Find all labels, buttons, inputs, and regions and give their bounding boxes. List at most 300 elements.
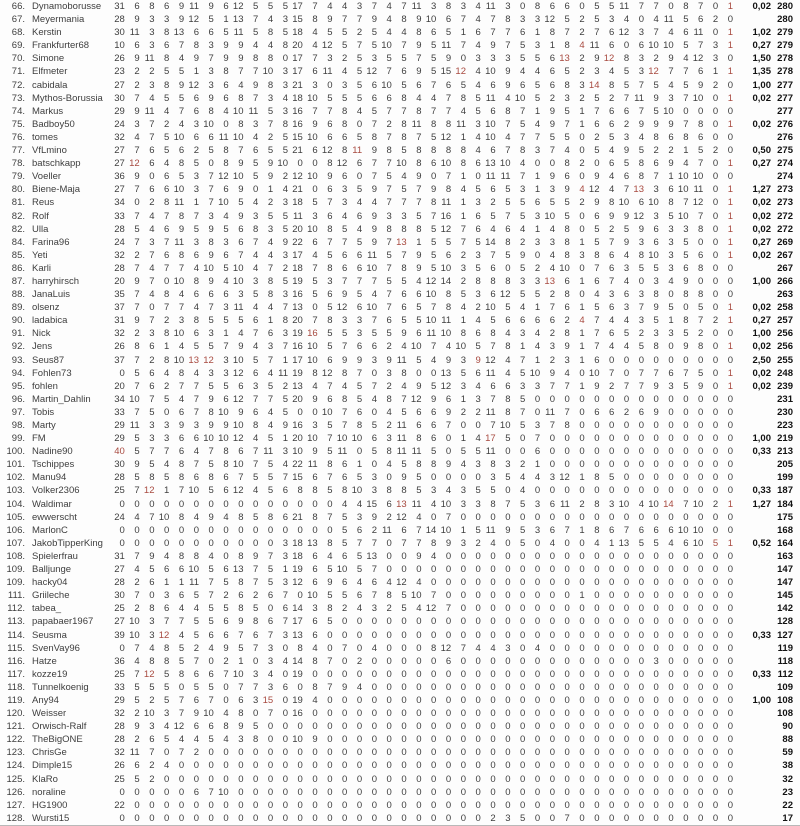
- score-cell: 2: [282, 171, 288, 183]
- score-cell: 40: [114, 446, 125, 458]
- score-cell: 9: [371, 210, 377, 222]
- score-cell: 4: [267, 14, 274, 26]
- score-cell: 4: [223, 708, 229, 720]
- score-cell: 0: [297, 498, 303, 510]
- score-cell: 1: [282, 433, 288, 445]
- score-cell: 5: [386, 275, 392, 287]
- score-cell: 0: [431, 616, 437, 628]
- score-cell: 8: [490, 275, 496, 287]
- score-cell: 3: [178, 315, 185, 327]
- score-cell: 0: [623, 564, 630, 576]
- score-cell: 5: [342, 92, 348, 104]
- score-cell: 10: [218, 406, 229, 418]
- score-cell: 8: [178, 367, 185, 379]
- score-cell: 0: [401, 642, 407, 654]
- score-cell: 5: [623, 158, 630, 170]
- score-cell: 5: [342, 40, 348, 52]
- score-cell: 0: [653, 734, 659, 746]
- score-cell: 1: [164, 577, 170, 589]
- score-cell: 7: [460, 14, 466, 26]
- score-cell: 0: [594, 511, 600, 523]
- score-cell: 9: [549, 171, 555, 183]
- score-cell: 0: [164, 498, 170, 510]
- score-cell: 4: [267, 249, 274, 261]
- score-cell: 0: [475, 616, 481, 628]
- score-cell: 4: [534, 642, 541, 654]
- score-cell: 5: [416, 302, 422, 314]
- score-cell: 6: [520, 79, 526, 91]
- score-cell: 2: [623, 406, 630, 418]
- score-cell: 0: [594, 642, 600, 654]
- bonus-cell: 1,35: [752, 66, 771, 78]
- score-cell: 6: [505, 315, 511, 327]
- score-cell: 1: [534, 354, 541, 366]
- score-cell: 0: [520, 577, 526, 589]
- score-cell: 3: [208, 210, 214, 222]
- score-cell: 4: [401, 341, 407, 353]
- score-cell: 0: [698, 105, 704, 117]
- score-cell: 3: [208, 367, 214, 379]
- score-cell: 0: [638, 694, 644, 706]
- bonus-cell: 0,27: [752, 158, 771, 170]
- score-cell: 11: [634, 92, 644, 104]
- score-cell: 16: [292, 341, 303, 353]
- score-cell: 0: [460, 550, 466, 562]
- score-cell: 6: [698, 66, 704, 78]
- score-cell: 2: [520, 459, 526, 471]
- score-cell: 6: [490, 145, 496, 157]
- score-cell: 8: [208, 472, 214, 484]
- score-cell: 0: [683, 629, 689, 641]
- score-cell: 15: [292, 131, 303, 143]
- score-cell: 8: [609, 197, 615, 209]
- score-cell: 4: [505, 328, 511, 340]
- score-cell: 3: [623, 302, 630, 314]
- total-cell: 163: [777, 550, 793, 562]
- score-cell: 17: [292, 354, 303, 366]
- score-cell: 33: [114, 681, 125, 693]
- score-cell: 4: [549, 249, 555, 261]
- score-cell: 5: [653, 315, 659, 327]
- score-cell: 3: [490, 53, 496, 65]
- score-cell: 0: [549, 734, 555, 746]
- score-cell: 7: [431, 105, 437, 117]
- total-cell: 276: [777, 118, 793, 130]
- score-cell: 4: [386, 406, 392, 418]
- score-cell: 5: [460, 289, 466, 301]
- score-cell: 0: [445, 681, 452, 693]
- score-cell: 0: [638, 446, 644, 458]
- score-cell: 0: [594, 655, 600, 667]
- score-cell: 11: [411, 446, 422, 458]
- score-cell: 1: [223, 328, 229, 340]
- score-cell: 10: [336, 433, 348, 445]
- score-cell: 3: [223, 236, 229, 248]
- score-cell: 6: [638, 40, 644, 52]
- score-cell: 0: [356, 760, 363, 772]
- score-cell: 17: [292, 616, 303, 628]
- score-cell: 4: [164, 550, 170, 562]
- score-cell: 7: [431, 79, 437, 91]
- score-cell: 0: [712, 459, 719, 471]
- score-cell: 0: [534, 773, 541, 785]
- score-cell: 0: [712, 1, 719, 12]
- score-cell: 1: [460, 315, 466, 327]
- score-cell: 0: [312, 760, 318, 772]
- score-cell: 0: [312, 668, 318, 680]
- score-cell: 0: [668, 459, 674, 471]
- score-cell: 0: [401, 734, 407, 746]
- score-cell: 21: [292, 79, 303, 91]
- score-cell: 0: [267, 524, 274, 536]
- score-cell: 4: [312, 694, 318, 706]
- score-cell: 0: [594, 616, 600, 628]
- score-cell: 12: [410, 393, 422, 405]
- score-cell: 0: [401, 747, 407, 759]
- score-cell: 0: [564, 511, 570, 523]
- score-cell: 3: [342, 315, 348, 327]
- score-cell: 2: [490, 197, 496, 209]
- score-cell: 4: [520, 223, 526, 235]
- total-cell: 88: [782, 734, 793, 746]
- score-cell: 3: [534, 275, 541, 287]
- score-cell: 0: [564, 694, 570, 706]
- score-cell: 0: [712, 158, 719, 170]
- rank-cell: 70.: [11, 53, 25, 65]
- score-cell: 4: [193, 734, 199, 746]
- total-cell: 276: [777, 131, 793, 143]
- score-cell: 0: [623, 773, 630, 785]
- score-cell: 5: [312, 275, 318, 287]
- score-cell: 7: [342, 420, 348, 431]
- score-cell: 6: [549, 498, 555, 510]
- table-row: [0, 563, 800, 576]
- score-cell: 2: [193, 747, 199, 759]
- score-cell: 6: [475, 328, 481, 340]
- score-cell: 0: [297, 590, 303, 602]
- score-cell: 0: [638, 655, 644, 667]
- score-cell: 7: [386, 289, 392, 301]
- score-cell: 0: [401, 616, 407, 628]
- score-cell: 1: [164, 485, 170, 497]
- score-cell: 8: [564, 249, 570, 261]
- score-cell: 10: [677, 210, 689, 222]
- score-cell: 0: [668, 446, 674, 458]
- score-cell: 0: [312, 786, 318, 798]
- score-cell: 7: [282, 616, 288, 628]
- score-cell: 0: [683, 446, 689, 458]
- score-cell: 9: [282, 420, 288, 431]
- score-cell: 0: [475, 721, 481, 733]
- score-cell: 6: [609, 262, 615, 274]
- score-cell: 17: [485, 433, 496, 445]
- score-cell: 8: [416, 27, 422, 39]
- total-cell: 278: [777, 53, 793, 65]
- score-cell: 8: [178, 459, 185, 471]
- score-cell: 0: [638, 577, 644, 589]
- score-cell: 7: [431, 210, 437, 222]
- table-row: [0, 511, 800, 524]
- score-cell: 3: [683, 223, 689, 235]
- score-cell: 0: [698, 577, 704, 589]
- score-cell: 5: [208, 14, 214, 26]
- score-cell: 0: [327, 799, 333, 811]
- score-cell: 0: [579, 734, 585, 746]
- score-cell: 7: [134, 184, 140, 196]
- score-cell: 10: [425, 14, 437, 26]
- score-cell: 9: [431, 184, 437, 196]
- score-cell: 5: [416, 210, 422, 222]
- score-cell: 7: [683, 66, 689, 78]
- score-cell: 0: [253, 760, 259, 772]
- score-cell: 7: [445, 105, 452, 117]
- score-cell: 5: [178, 92, 185, 104]
- score-cell: 0: [683, 708, 689, 720]
- score-cell: 4: [416, 577, 422, 589]
- score-cell: 9: [208, 393, 214, 405]
- score-cell: 0: [267, 734, 274, 746]
- score-cell: 5: [356, 53, 363, 65]
- score-cell: 5: [356, 184, 363, 196]
- score-cell: 7: [149, 393, 155, 405]
- score-cell: 0: [683, 105, 689, 117]
- score-cell: 8: [490, 459, 496, 471]
- score-cell: 8: [312, 655, 318, 667]
- score-cell: 1: [727, 27, 733, 39]
- score-cell: 0: [312, 406, 318, 418]
- player-name: MarlonC: [32, 524, 68, 536]
- score-cell: 8: [149, 472, 155, 484]
- score-cell: 0: [549, 694, 555, 706]
- score-cell: 0: [119, 498, 125, 510]
- score-cell: 0: [520, 760, 526, 772]
- score-cell: 3: [371, 485, 377, 497]
- player-name: papabaer1967: [32, 616, 94, 628]
- score-cell: 0: [534, 760, 541, 772]
- score-cell: 0: [668, 694, 674, 706]
- score-cell: 8: [505, 236, 511, 248]
- rank-cell: 89.: [11, 302, 25, 314]
- score-cell: 0: [505, 747, 511, 759]
- score-cell: 3: [312, 603, 318, 615]
- score-cell: 10: [425, 289, 437, 301]
- score-cell: 7: [668, 66, 674, 78]
- score-cell: 11: [307, 459, 318, 471]
- score-cell: 5: [520, 524, 526, 536]
- score-cell: 0: [594, 681, 600, 693]
- score-cell: 5: [609, 1, 615, 12]
- score-cell: 0: [668, 564, 674, 576]
- score-cell: 3: [638, 289, 644, 301]
- score-cell: 5: [683, 249, 689, 261]
- bonus-cell: 0,02: [752, 197, 771, 209]
- score-cell: 0: [431, 668, 437, 680]
- score-cell: 7: [594, 315, 600, 327]
- score-cell: 11: [174, 236, 185, 248]
- score-cell: 0: [534, 511, 541, 523]
- table-row: [0, 301, 800, 314]
- score-cell: 0: [623, 446, 630, 458]
- score-cell: 0: [327, 760, 333, 772]
- score-cell: 4: [267, 668, 274, 680]
- score-cell: 2: [475, 537, 481, 549]
- score-cell: 2: [712, 315, 719, 327]
- rank-cell: 106.: [6, 524, 25, 536]
- total-cell: 168: [777, 524, 793, 536]
- total-cell: 17: [782, 812, 793, 824]
- score-cell: 0: [594, 773, 600, 785]
- score-cell: 2: [149, 66, 155, 78]
- score-cell: 5: [520, 812, 526, 824]
- score-cell: 5: [638, 537, 644, 549]
- score-cell: 11: [248, 105, 259, 117]
- score-cell: 0: [208, 498, 214, 510]
- score-cell: 5: [312, 289, 318, 301]
- score-cell: 1: [460, 171, 466, 183]
- score-cell: 0: [297, 406, 303, 418]
- score-cell: 5: [698, 145, 704, 157]
- table-row: [0, 550, 800, 563]
- score-cell: 0: [683, 734, 689, 746]
- score-cell: 0: [712, 577, 719, 589]
- total-cell: 272: [777, 210, 793, 222]
- score-cell: 7: [149, 118, 155, 130]
- score-cell: 0: [178, 760, 185, 772]
- score-cell: 9: [312, 393, 318, 405]
- bonus-cell: 0,02: [752, 1, 771, 12]
- score-cell: 0: [594, 564, 600, 576]
- score-cell: 0: [668, 354, 674, 366]
- score-cell: 5: [327, 249, 333, 261]
- table-row: [0, 79, 800, 92]
- score-cell: 8: [223, 721, 229, 733]
- score-cell: 0: [579, 210, 585, 222]
- score-cell: 0: [208, 524, 214, 536]
- score-cell: 0: [683, 354, 689, 366]
- score-cell: 9: [134, 275, 140, 287]
- score-cell: 6: [253, 315, 259, 327]
- score-cell: 0: [683, 459, 689, 471]
- score-cell: 0: [623, 577, 630, 589]
- score-cell: 6: [356, 158, 363, 170]
- score-cell: 11: [337, 446, 348, 458]
- score-cell: 0: [445, 734, 452, 746]
- total-cell: 267: [777, 249, 793, 261]
- score-cell: 7: [594, 262, 600, 274]
- score-cell: 6: [149, 577, 155, 589]
- score-cell: 7: [193, 459, 199, 471]
- score-cell: 5: [520, 210, 526, 222]
- score-cell: 5: [386, 249, 392, 261]
- score-cell: 14: [425, 524, 437, 536]
- score-cell: 4: [356, 577, 363, 589]
- score-cell: 10: [692, 92, 704, 104]
- score-cell: 0: [594, 446, 600, 458]
- score-cell: 8: [460, 145, 466, 157]
- score-cell: 3: [149, 14, 155, 26]
- score-cell: 6: [401, 524, 407, 536]
- score-cell: 5: [253, 721, 259, 733]
- score-cell: 5: [520, 537, 526, 549]
- score-cell: 4: [149, 223, 155, 235]
- score-cell: 4: [178, 629, 185, 641]
- score-cell: 0: [609, 393, 615, 405]
- score-cell: 3: [238, 734, 244, 746]
- score-cell: 5: [164, 92, 170, 104]
- score-cell: 6: [223, 393, 229, 405]
- score-cell: 0: [475, 511, 481, 523]
- score-cell: 32: [114, 328, 125, 340]
- score-cell: 0: [327, 642, 333, 654]
- score-cell: 7: [683, 367, 689, 379]
- score-cell: 8: [401, 262, 407, 274]
- score-cell: 15: [366, 498, 377, 510]
- score-cell: 3: [267, 341, 274, 353]
- score-cell: 0: [712, 433, 719, 445]
- score-cell: 27: [114, 616, 125, 628]
- score-cell: 0: [356, 642, 363, 654]
- score-cell: 6: [149, 380, 155, 392]
- score-cell: 0: [475, 420, 481, 431]
- score-cell: 0: [223, 681, 229, 693]
- score-cell: 9: [564, 184, 570, 196]
- score-cell: 0: [623, 668, 630, 680]
- score-cell: 0: [178, 786, 185, 798]
- bonus-cell: 2,50: [752, 354, 771, 366]
- score-cell: 0: [668, 721, 674, 733]
- score-cell: 8: [564, 236, 570, 248]
- table-row: [0, 393, 800, 406]
- score-cell: 8: [475, 275, 481, 287]
- score-cell: 6: [445, 393, 452, 405]
- score-cell: 2: [712, 145, 719, 157]
- score-cell: 0: [549, 158, 555, 170]
- score-cell: 39: [114, 629, 125, 641]
- score-cell: 9: [208, 420, 214, 431]
- score-cell: 3: [208, 79, 214, 91]
- score-cell: 3: [149, 721, 155, 733]
- score-cell: 7: [208, 590, 214, 602]
- score-cell: 3: [282, 289, 288, 301]
- score-cell: 0: [445, 747, 452, 759]
- score-cell: 27: [114, 145, 125, 157]
- score-cell: 6: [223, 564, 229, 576]
- score-cell: 4: [164, 721, 170, 733]
- score-cell: 0: [653, 812, 659, 824]
- score-cell: 0: [727, 524, 733, 536]
- score-cell: 8: [549, 27, 555, 39]
- score-cell: 7: [431, 590, 437, 602]
- score-cell: 0: [534, 734, 541, 746]
- table-row: [0, 65, 800, 78]
- score-cell: 11: [663, 14, 674, 26]
- score-cell: 0: [698, 603, 704, 615]
- score-cell: 2: [579, 498, 585, 510]
- total-cell: 127: [777, 629, 793, 641]
- score-cell: 0: [712, 616, 719, 628]
- score-cell: 4: [282, 92, 288, 104]
- score-cell: 7: [683, 197, 689, 209]
- score-cell: 3: [282, 537, 288, 549]
- score-cell: 0: [579, 603, 585, 615]
- score-cell: 3: [356, 315, 363, 327]
- score-cell: 0: [282, 53, 288, 65]
- score-cell: 7: [164, 210, 170, 222]
- score-cell: 0: [653, 511, 659, 523]
- score-cell: 0: [564, 550, 570, 562]
- table-row: [0, 419, 800, 432]
- score-cell: 6: [668, 367, 674, 379]
